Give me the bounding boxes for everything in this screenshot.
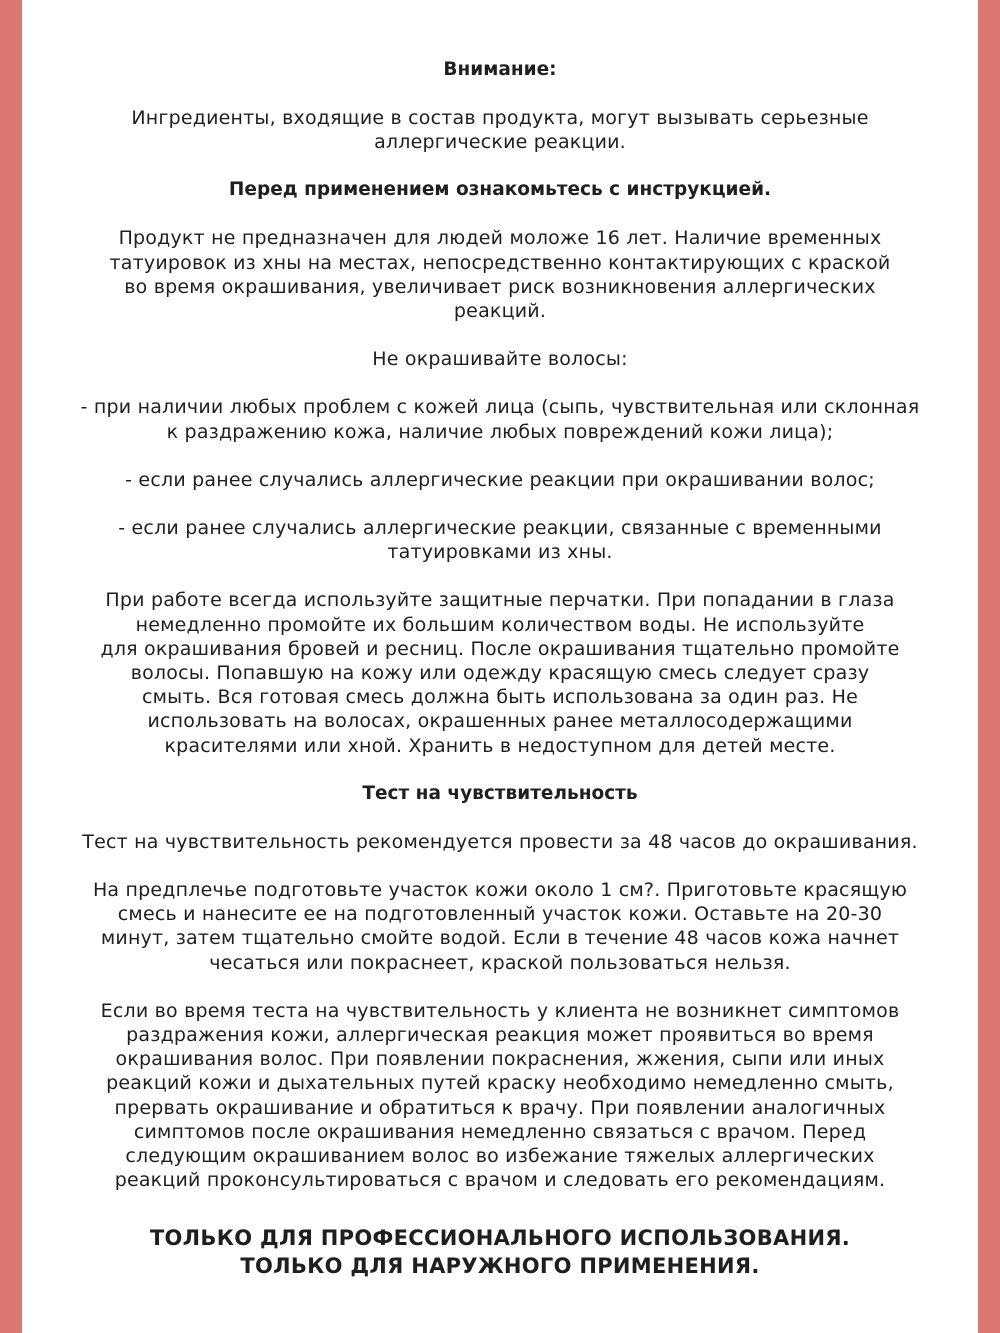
age-note bbox=[50, 226, 950, 323]
sensitivity-test-title: Тест на чувствительность bbox=[362, 782, 638, 804]
text-line: татуировками из хны. bbox=[387, 541, 613, 564]
text-line: Ингредиенты, входящие в состав продукта, могут вызывать серьезные bbox=[131, 107, 869, 129]
text-line: волосы. Попавшую на кожу или одежду красящую смесь следует сразу bbox=[130, 662, 870, 685]
document-page bbox=[22, 0, 978, 1333]
text-line: во время окрашивания, увеличивает риск возникновения аллергических bbox=[124, 275, 876, 298]
sensitivity-followup bbox=[50, 999, 950, 1193]
text-line: - если ранее случались аллергические реакции, связанные с временными bbox=[118, 517, 882, 540]
text-line: немедленно промойте их большим количеством воды. Не используйте bbox=[135, 613, 865, 636]
text-line: прервать окрашивание и обратиться к врачу. При появлении аналогичных bbox=[114, 1096, 886, 1119]
text-line: смесь и нанесите ее на подготовленный участок кожи. Оставьте на 20-30 bbox=[117, 903, 883, 926]
text-line: следующим окрашиванием волос во избежание тяжелых аллергических bbox=[125, 1145, 875, 1168]
text-line: На предплечье подготовьте участок кожи около 1 см?. Приготовьте красящую bbox=[92, 879, 908, 902]
condition-henna-reaction bbox=[50, 516, 950, 564]
text-line: При работе всегда используйте защитные перчатки. При попадании в глаза bbox=[105, 589, 895, 612]
text-line: окрашивания волос. При появлении покраснения, жжения, сыпи или иных bbox=[115, 1048, 885, 1071]
professional-only-notice: ТОЛЬКО ДЛЯ ПРОФЕССИОНАЛЬНОГО ИСПОЛЬЗОВАНИЯ. bbox=[149, 1225, 851, 1250]
condition-previous-hair-reaction bbox=[50, 468, 950, 492]
warning-title: Внимание: bbox=[443, 59, 557, 80]
read-instructions-heading: Перед применением ознакомьтесь с инструкцией. bbox=[228, 179, 772, 201]
text-line: аллергические реакции. bbox=[374, 131, 626, 154]
do-not-dye-title: Не окрашивайте волосы: bbox=[372, 348, 628, 371]
text-line: красителями или хной. Хранить в недоступном для детей месте. bbox=[164, 734, 836, 757]
usage-note bbox=[50, 588, 950, 757]
text-line: чесаться или покраснеет, краской пользоваться нельзя. bbox=[209, 951, 791, 974]
usage-restrictions bbox=[50, 1224, 950, 1280]
text-line: к раздражению кожа, наличие любых повреждений кожи лица); bbox=[166, 420, 834, 443]
text-line: Продукт не предназначен для людей моложе 16 лет. Наличие временных bbox=[118, 227, 882, 250]
text-line: реакций кожи и дыхательных путей краску необходимо немедленно смыть, bbox=[106, 1072, 894, 1095]
condition-skin-problems bbox=[50, 395, 950, 443]
text-line: смыть. Вся готовая смесь должна быть использована за один раз. Не bbox=[141, 686, 859, 709]
text-line: использовать на волосах, окрашенных ранее металлосодержащими bbox=[147, 710, 853, 733]
text-line: татуировок из хны на местах, непосредственно контактирующих с краской bbox=[109, 251, 891, 274]
document-content bbox=[22, 58, 978, 1280]
sensitivity-procedure bbox=[50, 878, 950, 975]
external-only-notice: ТОЛЬКО ДЛЯ НАРУЖНОГО ПРИМЕНЕНИЯ. bbox=[240, 1253, 760, 1278]
text-line: раздражения кожи, аллергическая реакция может проявиться во время bbox=[126, 1024, 874, 1047]
text-line: для окрашивания бровей и ресниц. После окрашивания тщательно промойте bbox=[100, 637, 900, 660]
text-line: минут, затем тщательно смойте водой. Если в течение 48 часов кожа начнет bbox=[100, 927, 900, 950]
text-line: реакций. bbox=[453, 300, 547, 323]
text-line: Тест на чувствительность рекомендуется провести за 48 часов до окрашивания. bbox=[82, 830, 918, 853]
text-line: Если во время теста на чувствительность у клиента не возникнет симптомов bbox=[100, 999, 900, 1022]
text-line: - при наличии любых проблем с кожей лица (сыпь, чувствительная или склонная bbox=[80, 396, 920, 419]
allergy-note bbox=[50, 106, 950, 154]
text-line: симптомов после окрашивания немедленно связаться с врачом. Перед bbox=[133, 1120, 867, 1143]
text-line: - если ранее случались аллергические реакции при окрашивании волос; bbox=[125, 468, 875, 491]
sensitivity-timing bbox=[50, 830, 950, 854]
text-line: реакций проконсультироваться с врачом и следовать его рекомендациям. bbox=[114, 1169, 886, 1192]
